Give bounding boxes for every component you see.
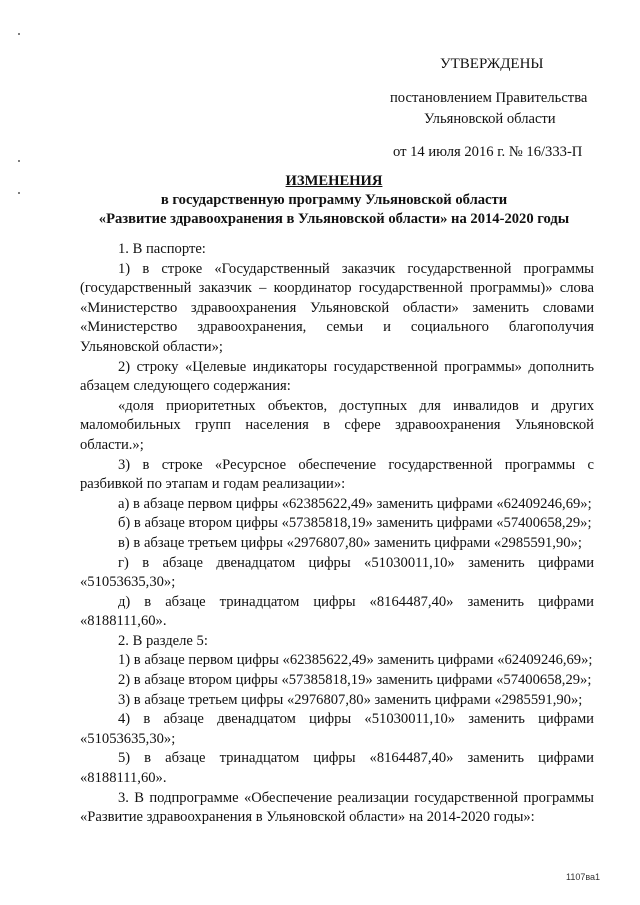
paragraph: 2) в абзаце втором цифры «57385818,19» заменить цифрами «57400658,29»; xyxy=(118,672,592,689)
approval-heading: УТВЕРЖДЕНЫ xyxy=(440,56,544,72)
paragraph: д) в абзаце тринадцатом цифры «8164487,40» заменить цифрами «8188111,60». xyxy=(80,593,594,630)
paragraph: в) в абзаце третьем цифры «2976807,80» заменить цифрами «2985591,90»; xyxy=(118,534,582,551)
document-title xyxy=(60,172,608,229)
title-line: «Развитие здравоохранения в Ульяновской области» на 2014-2020 годы xyxy=(98,211,570,227)
paragraph: 4) в абзаце двенадцатом цифры «51030011,10» заменить цифрами «51053635,30»; xyxy=(80,711,594,747)
paragraph: г) в абзаце двенадцатом цифры «51030011,10» заменить цифрами «51053635,30»; xyxy=(80,554,594,591)
approval-line: Ульяновской области xyxy=(424,111,556,127)
paragraph: 1) в абзаце первом цифры «62385622,49» заменить цифрами «62409246,69»; xyxy=(118,652,593,669)
paragraph: 1. В паспорте: xyxy=(118,241,206,257)
paragraph: 2. В разделе 5: xyxy=(118,632,208,649)
title-line: ИЗМЕНЕНИЯ xyxy=(285,173,383,189)
title-line: в государственную программу Ульяновской области xyxy=(160,192,508,208)
footer-code: 1107ва1 xyxy=(566,872,601,882)
paragraph: 2) строку «Целевые индикаторы государственной программы» дополнить абзацем следующего содержания: xyxy=(80,358,594,395)
paragraph: б) в абзаце втором цифры «57385818,19» заменить цифрами «57400658,29»; xyxy=(118,515,592,532)
approval-line: постановлением Правительства xyxy=(390,90,588,106)
paragraph: 3) в строке «Ресурсное обеспечение государственной программы с разбивкой по этапам и годам реализации»: xyxy=(80,456,594,493)
margin-mark-3 xyxy=(18,192,20,194)
approval-date: от 14 июля 2016 г. № 16/333-П xyxy=(393,144,583,160)
margin-mark-1 xyxy=(18,33,20,35)
paragraph: 3) в абзаце третьем цифры «2976807,80» заменить цифрами «2985591,90»; xyxy=(118,691,583,708)
margin-mark-2 xyxy=(18,160,20,162)
paragraph: 3. В подпрограмме «Обеспечение реализации государственной программы «Развитие здравоохранения в Ульяновской области» на 2014-2020 годы»: xyxy=(80,789,594,826)
paragraph: 5) в абзаце тринадцатом цифры «8164487,40» заменить цифрами «8188111,60». xyxy=(80,750,594,787)
paragraph: а) в абзаце первом цифры «62385622,49» заменить цифрами «62409246,69»; xyxy=(118,495,592,512)
document-body xyxy=(80,240,594,828)
paragraph: 1) в строке «Государственный заказчик государственной программы (государственный заказчик – координатор государственной программы)» слова «Министерство здравоохранения Ульяновской области» заменить словами «Министерство здравоохранения, семьи и социального благополучия Ульяновской области»; xyxy=(80,260,594,355)
paragraph: «доля приоритетных объектов, доступных для инвалидов и других маломобильных групп населения в сфере здравоохранения Ульяновской области.»; xyxy=(80,397,594,453)
